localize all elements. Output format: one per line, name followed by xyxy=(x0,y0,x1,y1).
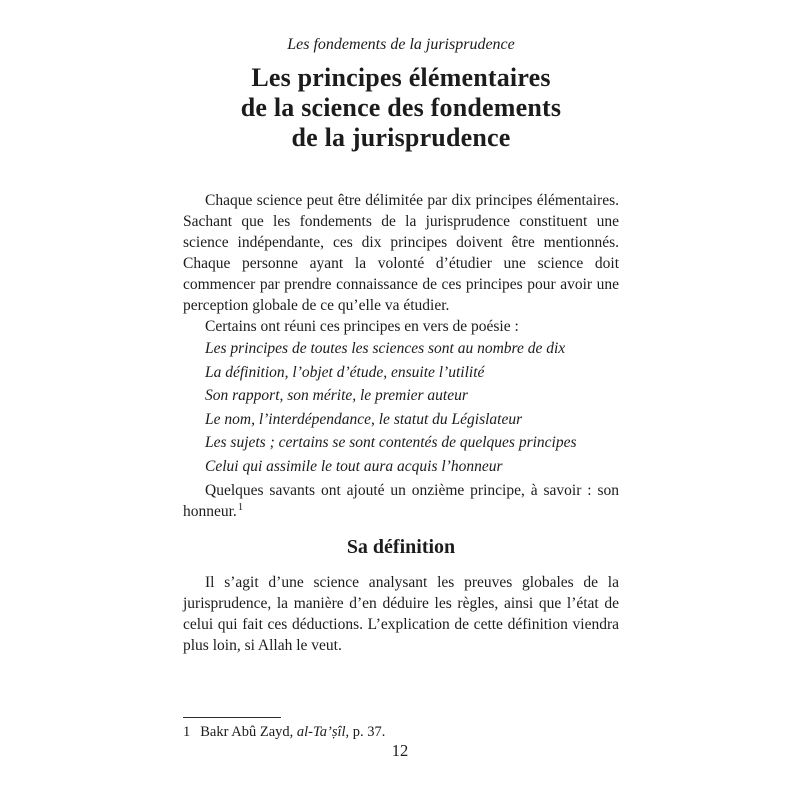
poetry-line: La définition, l’objet d’étude, ensuite l’utilité xyxy=(205,363,485,381)
footnote-reference-mark: 1 xyxy=(237,501,244,513)
footnote-text: Bakr Abû Zayd, xyxy=(200,724,297,740)
running-header: Les fondements de la jurisprudence xyxy=(287,36,515,53)
paragraph-intro: Chaque science peut être délimitée par dix principes élémentaires. Sachant que les fondements de la jurisprudence constituent une science indépendante, ces dix principes doivent être mentionnés. Chaque personne ayant la volonté d’étudier une science doit commencer par prendre connaissance de ces principes pour avoir une perception globale de ce qu’elle va étudier. xyxy=(183,192,619,314)
poetry-line: Son rapport, son mérite, le premier auteur xyxy=(205,387,468,404)
paragraph-eleventh-principle-text: Quelques savants ont ajouté un onzième principe, à savoir : son honneur. xyxy=(183,482,619,520)
poetry-intro: Certains ont réuni ces principes en vers de poésie : xyxy=(205,318,519,335)
text-column xyxy=(183,0,619,656)
poetry-block xyxy=(183,337,619,478)
section-heading-definition: Sa définition xyxy=(346,536,456,558)
chapter-title-line-2: de la science des fondements xyxy=(240,93,562,122)
chapter-title-line-3: de la jurisprudence xyxy=(291,123,511,152)
paragraph-definition: Il s’agit d’une science analysant les preuves globales de la jurisprudence, la manière d’en déduire les règles, ainsi que l’état de celui qui fait ces déductions. L’explication de cette définition viendra plus loin, si Allah le veut. xyxy=(183,574,619,654)
page-number: 12 xyxy=(391,741,409,760)
footnote-divider xyxy=(183,717,281,718)
poetry-line: Les principes de toutes les sciences sont au nombre de dix xyxy=(205,340,566,357)
poetry-line: Le nom, l’interdépendance, le statut du Législateur xyxy=(205,410,523,428)
footnote-text-end: , p. 37. xyxy=(345,724,386,740)
poetry-line: Les sujets ; certains se sont contentés de quelques principes xyxy=(205,434,577,451)
paragraph-eleventh-principle xyxy=(183,480,619,522)
footnote-book-title: al-Ta’ṣîl xyxy=(296,724,346,740)
chapter-title xyxy=(183,63,619,153)
footnote xyxy=(183,723,619,741)
poetry-line: Celui qui assimile le tout aura acquis l’honneur xyxy=(205,457,503,475)
footnote-number: 1 xyxy=(183,724,191,740)
chapter-title-line-1: Les principes élémentaires xyxy=(251,63,551,92)
footnote-area xyxy=(183,717,619,741)
